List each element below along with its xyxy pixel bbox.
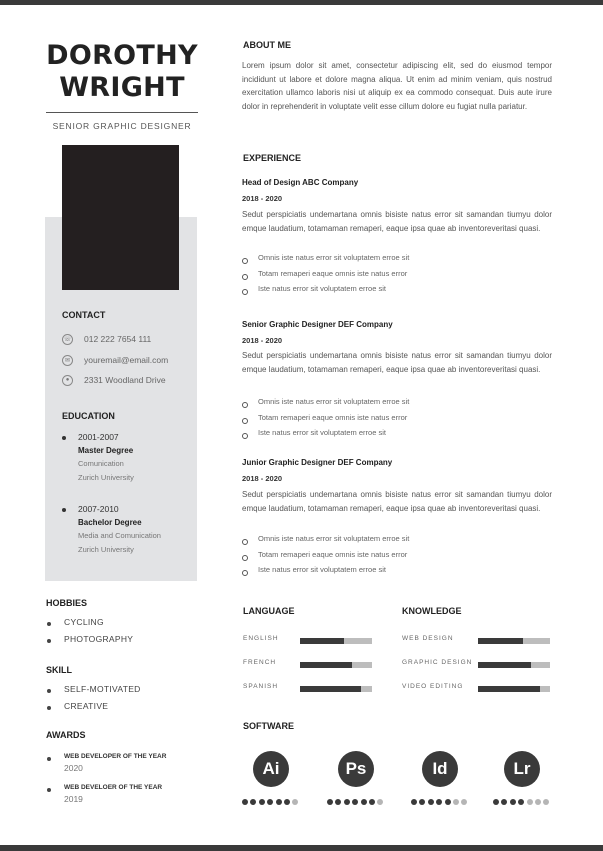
rating-dot-empty (535, 799, 541, 805)
rating-dot-filled (327, 799, 333, 805)
level-bar-fill (300, 662, 352, 668)
top-border (0, 0, 603, 5)
knowledge-row (402, 659, 552, 669)
software-heading: SOFTWARE (243, 721, 294, 731)
level-bar-fill (478, 686, 540, 692)
education-field: Comunication (78, 459, 124, 468)
first-name: DOROTHY (46, 40, 198, 71)
hobby-label: PHOTOGRAPHY (64, 634, 134, 644)
candidate-name (46, 40, 198, 104)
level-bar-fill (300, 638, 344, 644)
circle-bullet-icon (242, 555, 248, 561)
rating-dot-empty (377, 799, 383, 805)
language-row (243, 683, 373, 693)
contact-address (62, 373, 166, 387)
circle-bullet-icon (242, 418, 248, 424)
list-item (242, 284, 562, 300)
bullet-text: Totam remaperi eaque omnis iste natus error (258, 549, 408, 559)
job-dates: 2018 - 2020 (242, 336, 283, 345)
skill-heading: SKILL (46, 665, 72, 675)
about-text: Lorem ipsum dolor sit amet, consectetur adipiscing elit, sed do eiusmod tempor incididunt ut labore et dolore magna aliqua. Ut enim ad minim veniam, quis nostrud exercitation ullamco laboris nisi ut aliquip ex ea commodo consequat. Duis aute irure dolor in reprehenderit in voluptate velit esse cillum dolore eu fugiat nulla pariatur. (242, 61, 552, 112)
list-item (46, 634, 133, 651)
indesign-icon: Id (422, 751, 458, 787)
language-heading: LANGUAGE (243, 606, 295, 616)
rating-dots (411, 799, 467, 805)
job-description: Sedut perspiciatis undemartana omnis bisiste natus error sit samandan tiumyu dolor emque laudatium, totamaman remaperi, eaque ipsa quae ab inventoreveritasi quasi. (242, 210, 552, 233)
level-bar (300, 686, 372, 692)
list-item (242, 397, 562, 413)
education-field: Media and Comunication (78, 531, 161, 540)
job-dates: 2018 - 2020 (242, 194, 283, 203)
rating-dot-filled (352, 799, 358, 805)
contact-heading: CONTACT (62, 310, 106, 320)
bullet-text: Iste natus error sit voluptatem erroe sit (258, 565, 386, 574)
list-item (242, 565, 562, 581)
job-title: Head of Design ABC Company (242, 178, 359, 187)
circle-bullet-icon (242, 289, 248, 295)
list-item (242, 534, 562, 550)
list-item (242, 428, 562, 444)
level-bar-fill (478, 638, 523, 644)
rating-dot-filled (369, 799, 375, 805)
level-bar (300, 638, 372, 644)
hobby-label: CYCLING (64, 617, 104, 627)
job-title: SENIOR GRAPHIC DESIGNER (52, 121, 192, 131)
rating-dot-filled (419, 799, 425, 805)
job-description: Sedut perspiciatis undemartana omnis bisiste natus error sit samandan tiumyu dolor emque laudatium, totamaman remaperi, eaque ipsa quae ab inventoreveritasi quasi. (242, 490, 552, 513)
bullet-dot-icon (47, 788, 51, 792)
rating-dot-filled (510, 799, 516, 805)
skill-label: CREATIVE (64, 701, 109, 711)
award-title: WEB DEVELOPER OF THE YEAR (64, 753, 167, 760)
job-bullets (242, 534, 562, 581)
rating-dot-filled (445, 799, 451, 805)
circle-bullet-icon (242, 258, 248, 264)
award-title: WEB DEVELOER OF THE YEAR (64, 784, 163, 791)
job-bullets (242, 397, 562, 444)
rating-dot-empty (543, 799, 549, 805)
circle-bullet-icon (242, 274, 248, 280)
email-icon: ✉ (62, 355, 73, 366)
rating-dot-filled (411, 799, 417, 805)
education-degree: Bachelor Degree (78, 518, 142, 527)
list-item (242, 253, 562, 269)
bottom-border (0, 845, 603, 851)
photoshop-icon: Ps (338, 751, 374, 787)
bullet-text: Iste natus error sit voluptatem erroe sit (258, 428, 386, 437)
contact-email (62, 353, 168, 367)
bullet-text: Iste natus error sit voluptatem erroe sit (258, 284, 386, 293)
bullet-dot-icon (47, 639, 51, 643)
bullet-text: Totam remaperi eaque omnis iste natus error (258, 412, 408, 422)
awards-heading: AWARDS (46, 730, 86, 740)
circle-bullet-icon (242, 570, 248, 576)
profile-photo (62, 145, 179, 290)
phone-icon: ☏ (62, 334, 73, 345)
language-row (243, 659, 373, 669)
bullet-dot-icon (62, 436, 66, 440)
rating-dot-filled (493, 799, 499, 805)
level-bar-fill (478, 662, 531, 668)
award-year: 2019 (64, 794, 83, 804)
rating-dot-filled (501, 799, 507, 805)
list-item (242, 269, 562, 285)
bullet-dot-icon (47, 689, 51, 693)
rating-dot-empty (461, 799, 467, 805)
rating-dot-empty (453, 799, 459, 805)
language-label: SPANISH (243, 683, 279, 690)
knowledge-heading: KNOWLEDGE (402, 606, 462, 616)
job-bullets (242, 253, 562, 300)
last-name: WRIGHT (59, 72, 185, 103)
name-divider (46, 112, 198, 113)
address-text: 2331 Woodland Drive (84, 375, 166, 385)
phone-text: 012 222 7654 111 (84, 334, 152, 344)
job-dates: 2018 - 2020 (242, 474, 283, 483)
language-row (243, 635, 373, 645)
education-school: Zurich University (78, 545, 134, 554)
job-description: Sedut perspiciatis undemartana omnis bisiste natus error sit samandan tiumyu dolor emque laudatium, totamaman remaperi, eaque ipsa quae ab inventoreveritasi quasi. (242, 351, 552, 374)
knowledge-row (402, 635, 552, 645)
rating-dot-empty (292, 799, 298, 805)
language-label: ENGLISH (243, 635, 279, 642)
contact-phone (62, 332, 151, 346)
experience-heading: EXPERIENCE (243, 153, 302, 163)
email-text: youremail@email.com (84, 355, 169, 365)
bullet-text: Omnis iste natus error sit voluptatem erroe sit (258, 253, 410, 262)
about-heading: ABOUT ME (243, 40, 291, 50)
skill-list (46, 684, 141, 718)
rating-dots (327, 799, 383, 805)
rating-dots (242, 799, 298, 805)
award-year: 2020 (64, 763, 83, 773)
level-bar (478, 686, 550, 692)
level-bar (478, 638, 550, 644)
knowledge-label: GRAPHIC DESIGN (402, 659, 473, 666)
rating-dot-filled (428, 799, 434, 805)
circle-bullet-icon (242, 539, 248, 545)
education-heading: EDUCATION (62, 411, 115, 421)
list-item (242, 413, 562, 429)
education-years: 2001-2007 (78, 432, 119, 442)
illustrator-icon: Ai (253, 751, 289, 787)
list-item (46, 701, 141, 718)
hobbies-list (46, 617, 133, 651)
bullet-dot-icon (47, 706, 51, 710)
lightroom-icon: Lr (504, 751, 540, 787)
rating-dot-filled (276, 799, 282, 805)
bullet-text: Totam remaperi eaque omnis iste natus error (258, 268, 408, 278)
bullet-dot-icon (47, 757, 51, 761)
knowledge-label: VIDEO EDITING (402, 683, 464, 690)
rating-dot-filled (267, 799, 273, 805)
level-bar (300, 662, 372, 668)
skill-label: SELF-MOTIVATED (64, 684, 141, 694)
job-title: Senior Graphic Designer DEF Company (242, 320, 393, 329)
list-item (46, 684, 141, 701)
level-bar-fill (300, 686, 361, 692)
rating-dots (493, 799, 549, 805)
circle-bullet-icon (242, 433, 248, 439)
language-label: FRENCH (243, 659, 277, 666)
job-title: Junior Graphic Designer DEF Company (242, 458, 393, 467)
bullet-dot-icon (62, 508, 66, 512)
education-years: 2007-2010 (78, 504, 119, 514)
circle-bullet-icon (242, 402, 248, 408)
rating-dot-filled (284, 799, 290, 805)
knowledge-label: WEB DESIGN (402, 635, 454, 642)
knowledge-row (402, 683, 552, 693)
level-bar (478, 662, 550, 668)
rating-dot-filled (242, 799, 248, 805)
rating-dot-filled (250, 799, 256, 805)
bullet-dot-icon (47, 622, 51, 626)
list-item (46, 617, 133, 634)
education-school: Zurich University (78, 473, 134, 482)
rating-dot-filled (518, 799, 524, 805)
rating-dot-filled (361, 799, 367, 805)
bullet-text: Omnis iste natus error sit voluptatem erroe sit (258, 534, 410, 543)
rating-dot-filled (436, 799, 442, 805)
hobbies-heading: HOBBIES (46, 598, 88, 608)
rating-dot-filled (259, 799, 265, 805)
rating-dot-empty (527, 799, 533, 805)
rating-dot-filled (344, 799, 350, 805)
location-pin-icon: ● (62, 375, 73, 386)
rating-dot-filled (335, 799, 341, 805)
education-degree: Master Degree (78, 446, 134, 455)
bullet-text: Omnis iste natus error sit voluptatem erroe sit (258, 397, 410, 406)
list-item (242, 550, 562, 566)
